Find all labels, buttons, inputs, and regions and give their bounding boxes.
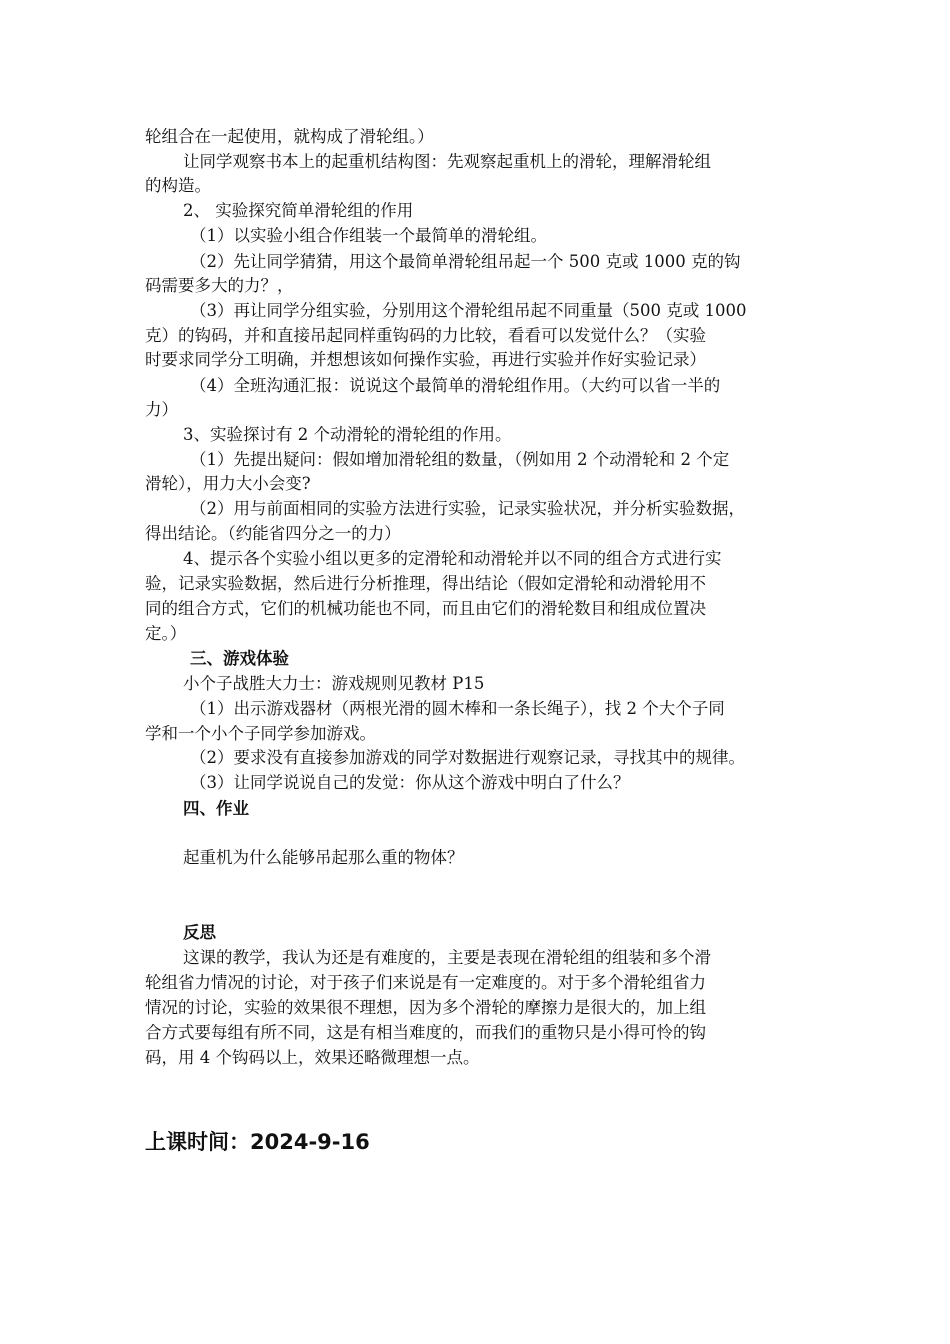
text-line: 定。）	[145, 624, 187, 643]
text-line: 码需要多大的力？，	[145, 276, 294, 295]
reflection-heading: 反思	[183, 923, 216, 942]
text-line: （3）让同学说说自己的发觉：你从这个游戏中明白了什么？	[190, 773, 630, 792]
text-line: （2）用与前面相同的实验方法进行实验，记录实验状况，并分析实验数据，	[190, 499, 745, 518]
text-line: （1）出示游戏器材（两根光滑的圆木棒和一条长绳子），找 2 个大个子同	[190, 699, 725, 718]
text-line: 轮组合在一起使用，就构成了滑轮组。）	[145, 127, 434, 146]
text-line: 验，记录实验数据，然后进行分析推理，得出结论（假如定滑轮和动滑轮用不	[145, 574, 706, 593]
text-line: 小个子战胜大力士：游戏规则见教材 P15	[183, 674, 485, 693]
text-line: （1）先提出疑问：假如增加滑轮组的数量，（例如用 2 个动滑轮和 2 个定	[190, 450, 730, 469]
homework-question: 起重机为什么能够吊起那么重的物体？	[183, 848, 464, 867]
text-line: （3）再让同学分组实验，分别用这个滑轮组吊起不同重量（500 克或 1000	[190, 301, 747, 320]
text-line: （2）先让同学猜猜，用这个最简单滑轮组吊起一个 500 克或 1000 克的钩	[190, 252, 741, 271]
text-line: （4）全班沟通汇报：说说这个最简单的滑轮组作用。（大约可以省一半的	[190, 376, 721, 395]
text-line: 力）	[145, 400, 178, 419]
text-line: 4、提示各个实验小组以更多的定滑轮和动滑轮并以不同的组合方式进行实	[183, 549, 722, 568]
text-line: （1）以实验小组合作组装一个最简单的滑轮组。	[190, 226, 547, 245]
text-line: 时要求同学分工明确，并想想该如何操作实验，再进行实验并作好实验记录）	[145, 350, 706, 369]
text-line: 合方式要每组有所不同，这是有相当难度的，而我们的重物只是小得可怜的钩	[145, 1023, 706, 1042]
text-line: 克）的钩码，并和直接吊起同样重钩码的力比较，看看可以发觉什么？（实验	[145, 326, 706, 345]
text-line: 滑轮），用力大小会变?	[145, 474, 311, 493]
section-heading: 2、 实验探究简单滑轮组的作用	[183, 201, 414, 220]
text-line: 得出结论。（约能省四分之一的力）	[145, 524, 401, 543]
text-line: 让同学观察书本上的起重机结构图：先观察起重机上的滑轮，理解滑轮组	[183, 152, 711, 171]
text-line: 的构造。	[145, 176, 211, 195]
text-line: 同的组合方式，它们的机械功能也不同，而且由它们的滑轮数目和组成位置决	[145, 599, 706, 618]
text-line: 轮组省力情况的讨论，对于孩子们来说是有一定难度的。对于多个滑轮组省力	[145, 973, 706, 992]
text-line: 情况的讨论，实验的效果很不理想，因为多个滑轮的摩擦力是很大的，加上组	[145, 998, 706, 1017]
text-line: （2）要求没有直接参加游戏的同学对数据进行观察记录，寻找其中的规律。	[190, 748, 745, 767]
text-line: 这课的教学，我认为还是有难度的，主要是表现在滑轮组的组装和多个滑	[183, 948, 711, 967]
section-heading-game: 三、游戏体验	[190, 649, 289, 668]
section-heading: 3、实验探讨有 2 个动滑轮的滑轮组的作用。	[183, 425, 512, 444]
section-heading-homework: 四、作业	[183, 799, 249, 818]
text-line: 码，用 4 个钩码以上，效果还略微理想一点。	[145, 1048, 480, 1067]
text-line: 学和一个小个子同学参加游戏。	[145, 724, 376, 743]
class-time-label: 上课时间：2024-9-16	[145, 1130, 370, 1154]
